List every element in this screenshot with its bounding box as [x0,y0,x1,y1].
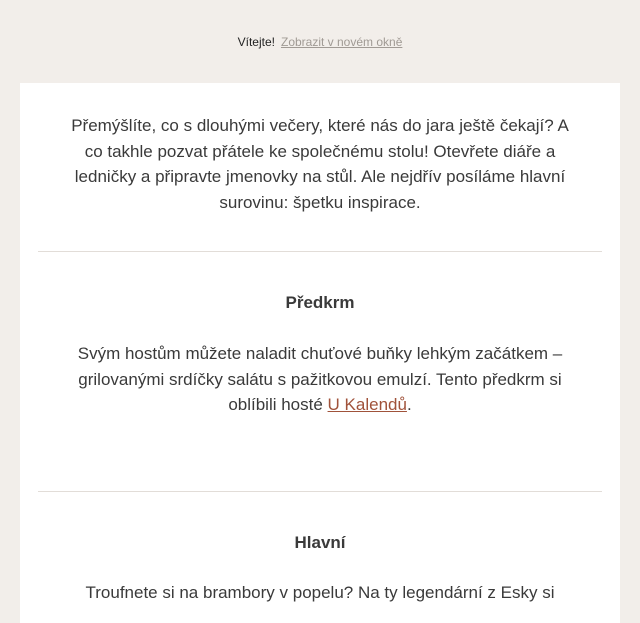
section-divider [38,251,602,252]
section-text-hlavni: Troufnete si na brambory v popelu? Na ty legendární z Esky si [85,583,555,602]
u-kalendu-link[interactable]: U Kalendů [327,395,407,414]
section-divider [38,491,602,492]
open-in-new-window-link[interactable]: Zobrazit v novém okně [280,34,403,49]
email-content-card [20,83,620,623]
section-title-predkrm: Předkrm [285,293,355,312]
section-text-predkrm [70,341,570,418]
section-text-predkrm-end: . [406,395,412,414]
email-header [0,0,640,83]
welcome-text: Vítejte! [237,34,275,49]
intro-paragraph: Přemýšlíte, co s dlouhými večery, které nás do jara ještě čekají? A co takhle pozvat přátele ke společnému stolu! Otevřete diáře a ledničky a připravte jmenovky na stůl. Ale nejdřív posíláme hlavní surovinu: špetku inspirace. [71,116,569,212]
section-title-hlavni: Hlavní [294,533,346,552]
section-text-predkrm-body: Svým hostům můžete naladit chuťové buňky lehkým začátkem – grilovanými srdíčky salátu s pažitkovou emulzí. Tento předkrm si oblíbili hosté [77,344,563,414]
